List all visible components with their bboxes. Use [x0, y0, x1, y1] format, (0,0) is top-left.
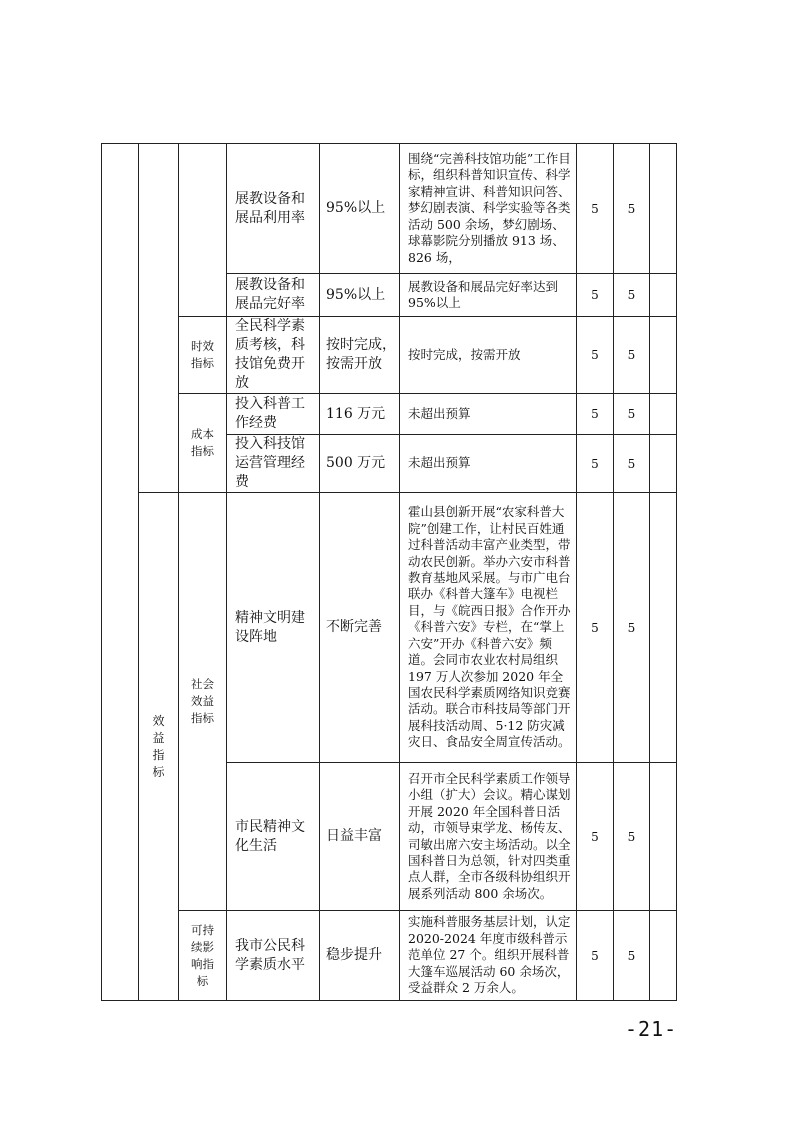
target-cell: 稳步提升: [320, 911, 400, 1001]
indicator-cell: 精神文明建设阵地: [227, 493, 320, 763]
table-row: [102, 144, 677, 274]
score-cell: 5: [614, 394, 650, 435]
table-row: [102, 493, 677, 763]
subcategory-social: 社会效益指标: [179, 493, 227, 911]
actual-cell: 未超出预算: [400, 394, 577, 435]
score-cell: 5: [577, 493, 614, 763]
score-cell: 5: [577, 763, 614, 911]
actual-cell: 未超出预算: [400, 435, 577, 493]
target-cell: 日益丰富: [320, 763, 400, 911]
score-cell: 5: [614, 317, 650, 394]
actual-cell: 霍山县创新开展“农家科普大院”创建工作，让村民百姓通过科普活动丰富产业类型，带动农民创新。举办六安市科普教育基地风采展。与市广电台联办《科普大篷车》电视栏目，与《皖西日报》合作开办《科普六安》专栏，在“掌上六安”开办《科普六安》频道。会同市农业农村局组织 197 万人次参加 2020 年全国农民科学素质网络知识竞赛活动。联合市科技局等部门开展科技活动周、5·12 防灾减灾日、食品安全周宣传活动。: [400, 493, 577, 763]
score-cell: 5: [577, 144, 614, 274]
score-cell: 5: [614, 274, 650, 317]
actual-cell: 围绕“完善科技馆功能”工作目标，组织科普知识宣传、科学家精神宣讲、科普知识问答、梦幻剧表演、科学实验等各类活动 500 余场，梦幻剧场、球幕影院分别播放 913 场、826 场，: [400, 144, 577, 274]
score-cell: 5: [577, 911, 614, 1001]
table-row: [102, 394, 677, 435]
category-benefit: 效益指标: [139, 493, 179, 1001]
page-number: -21-: [625, 1017, 678, 1041]
note-cell: [650, 763, 677, 911]
note-cell: [650, 493, 677, 763]
indicator-cell: 我市公民科学素质水平: [227, 911, 320, 1001]
performance-table: [101, 143, 677, 1001]
score-cell: 5: [614, 911, 650, 1001]
note-cell: [650, 911, 677, 1001]
score-cell: 5: [614, 435, 650, 493]
note-cell: [650, 144, 677, 274]
left-margin-cell: [102, 144, 139, 1001]
score-cell: 5: [577, 435, 614, 493]
score-cell: 5: [577, 394, 614, 435]
subcategory-timeliness: 时效指标: [179, 317, 227, 394]
table-row: [102, 911, 677, 1001]
note-cell: [650, 394, 677, 435]
note-cell: [650, 435, 677, 493]
target-cell: 95%以上: [320, 274, 400, 317]
indicator-cell: 投入科技馆运营管理经费: [227, 435, 320, 493]
target-cell: 116 万元: [320, 394, 400, 435]
score-cell: 5: [614, 493, 650, 763]
actual-cell: 展教设备和展品完好率达到 95%以上: [400, 274, 577, 317]
target-cell: 按时完成，按需开放: [320, 317, 400, 394]
actual-cell: 召开市全民科学素质工作领导小组（扩大）会议。精心谋划开展 2020 年全国科普日活动，市领导束学龙、杨传友、司敏出席六安主场活动。以全国科普日为总领，针对四类重点人群，全市各级科协组织开展系列活动 800 余场次。: [400, 763, 577, 911]
score-cell: 5: [614, 144, 650, 274]
note-cell: [650, 317, 677, 394]
indicator-cell: 展教设备和展品完好率: [227, 274, 320, 317]
subcategory-cost: 成本指标: [179, 394, 227, 493]
indicator-cell: 市民精神文化生活: [227, 763, 320, 911]
subcategory-sustainable: 可持续影响指标: [179, 911, 227, 1001]
indicator-cell: 投入科普工作经费: [227, 394, 320, 435]
score-cell: 5: [577, 317, 614, 394]
score-cell: 5: [577, 274, 614, 317]
note-cell: [650, 274, 677, 317]
indicator-cell: 全民科学素质考核，科技馆免费开放: [227, 317, 320, 394]
category-cell-upper: [139, 144, 179, 493]
actual-cell: 实施科普服务基层计划，认定 2020-2024 年度市级科普示范单位 27 个。组织开展科普大篷车巡展活动 60 余场次，受益群众 2 万余人。: [400, 911, 577, 1001]
actual-cell: 按时完成，按需开放: [400, 317, 577, 394]
target-cell: 500 万元: [320, 435, 400, 493]
table-row: [102, 317, 677, 394]
target-cell: 95%以上: [320, 144, 400, 274]
indicator-cell: 展教设备和展品利用率: [227, 144, 320, 274]
score-cell: 5: [614, 763, 650, 911]
subcategory-cell-upper: [179, 144, 227, 317]
target-cell: 不断完善: [320, 493, 400, 763]
